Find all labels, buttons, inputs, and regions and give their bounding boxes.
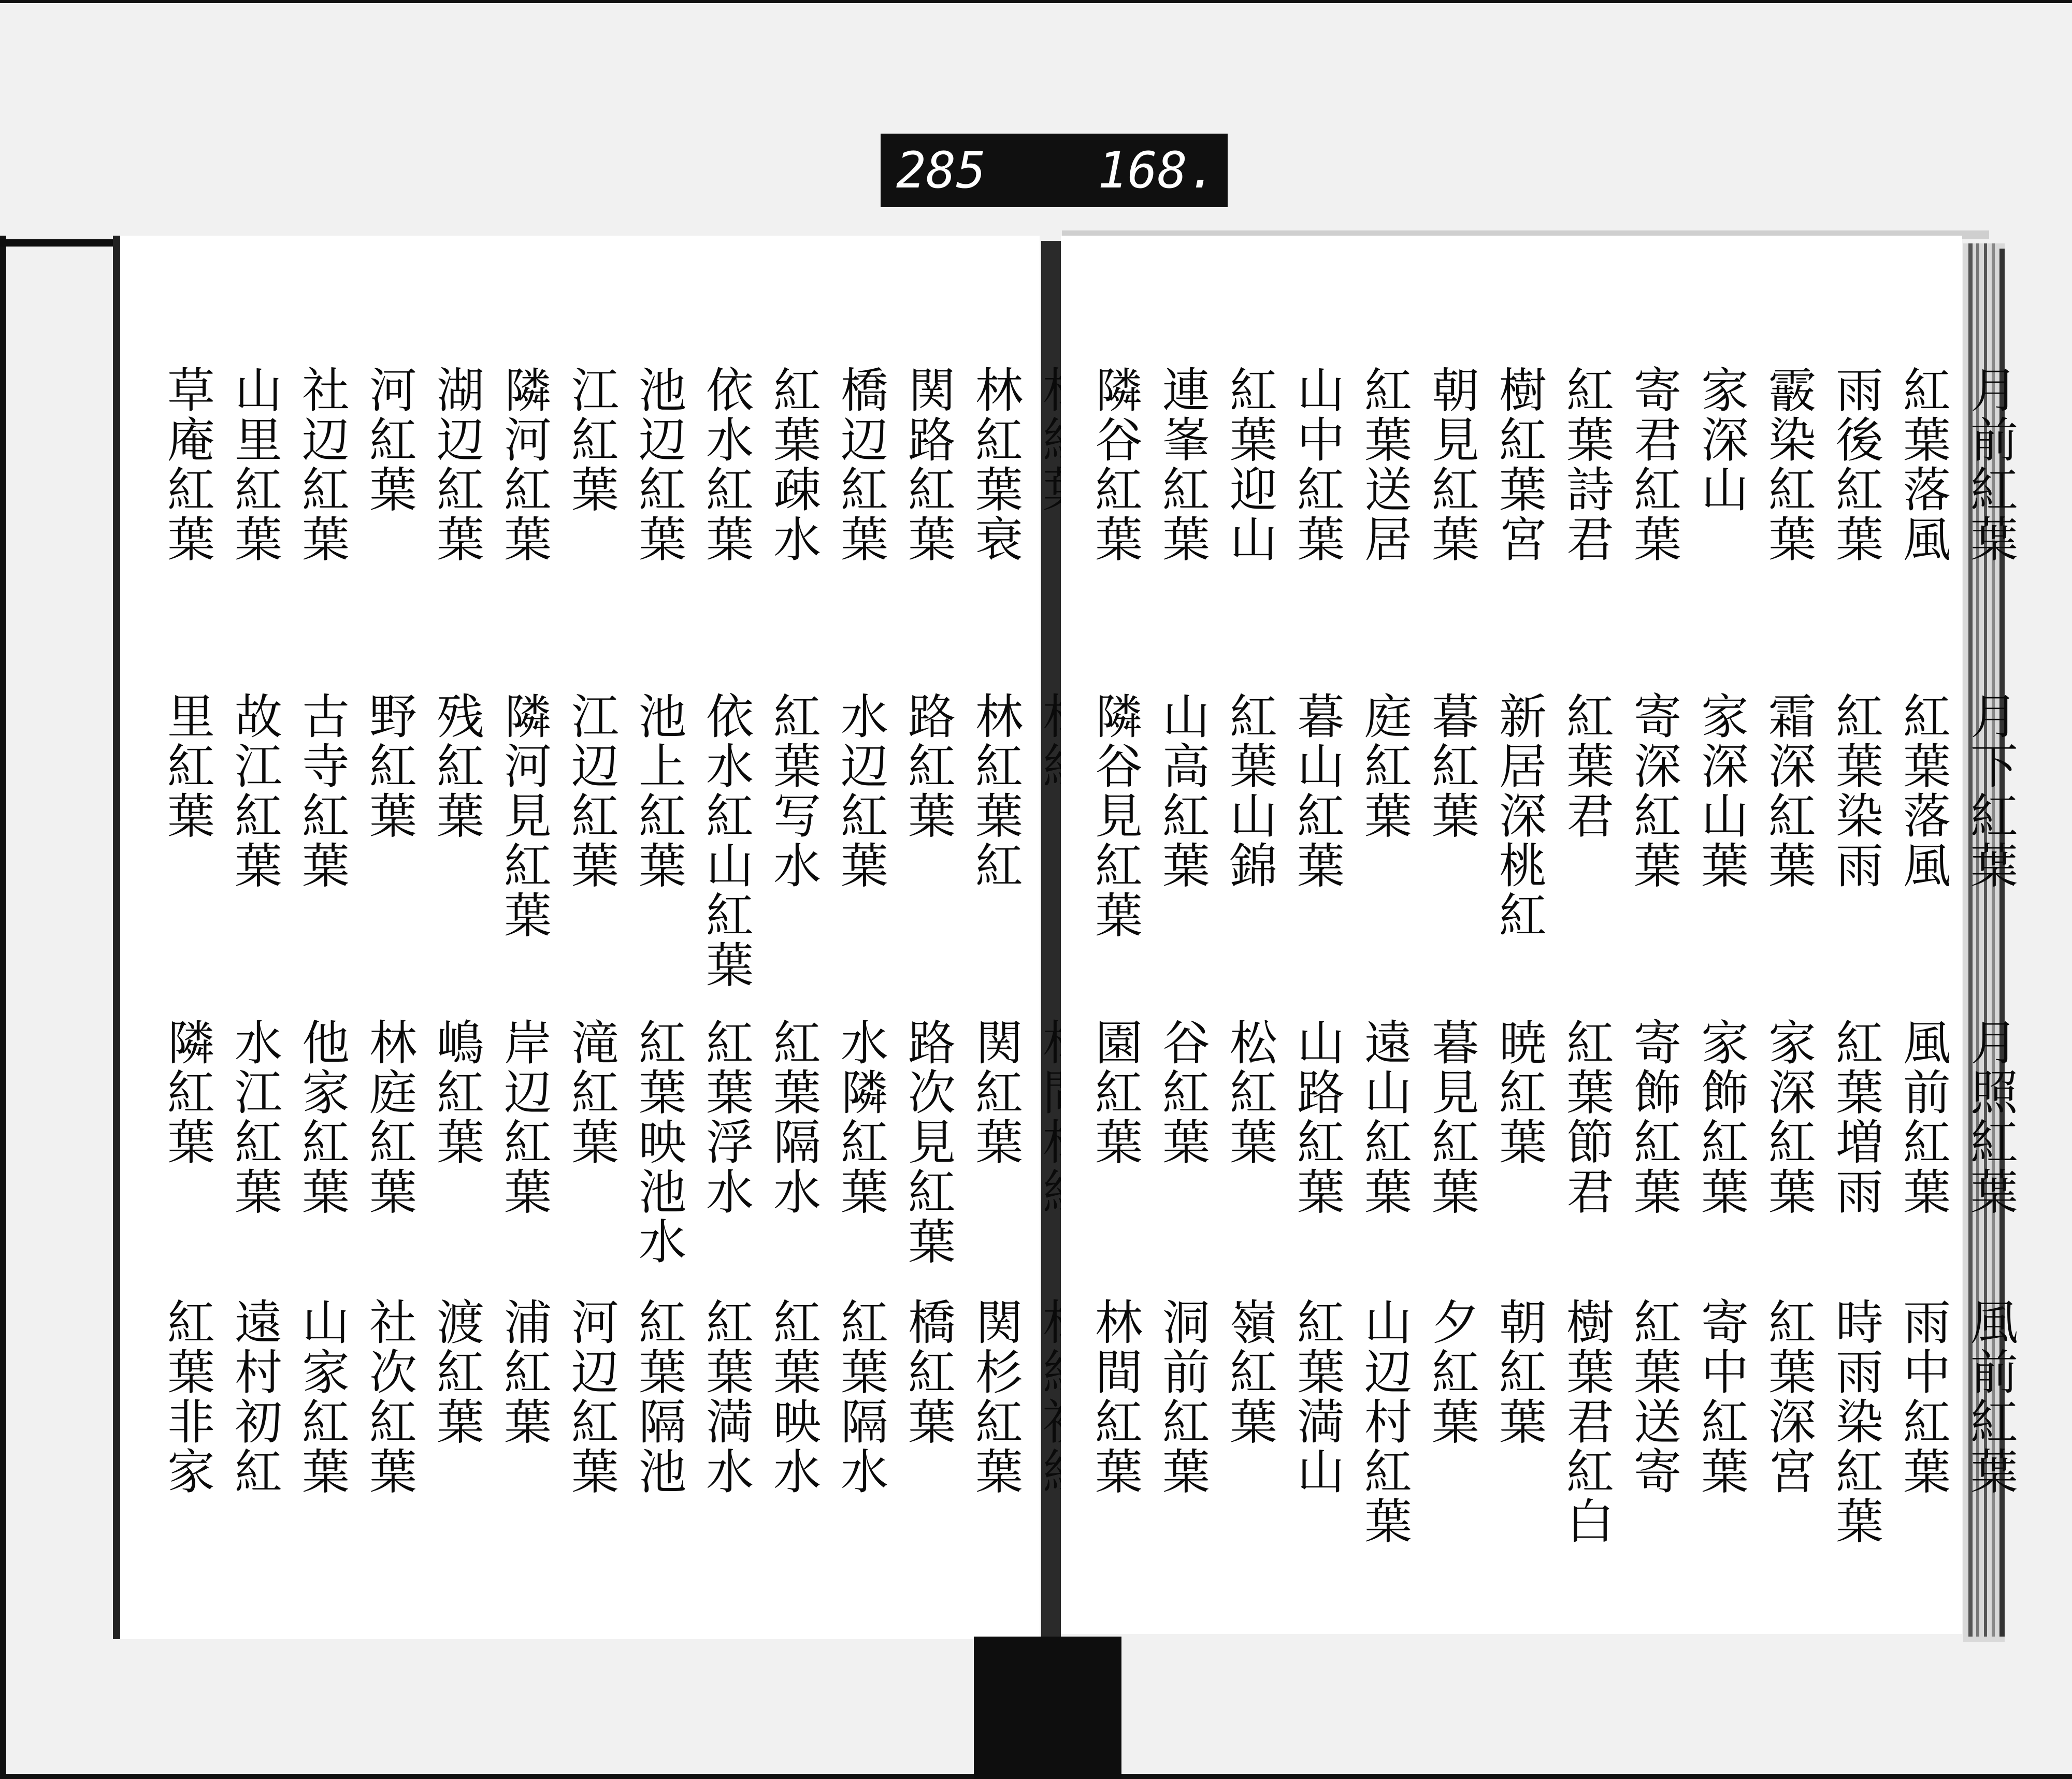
heading-entry: 紅葉映水 [766,1297,821,1496]
heading-entry: 紅葉節君 [1559,1018,1614,1217]
heading-entry: 雨後紅葉 [1828,365,1883,564]
frame-number-label [881,134,1228,207]
heading-entry: 夕紅葉 [1424,1297,1479,1447]
heading-entry: 暮見紅葉 [1424,1018,1479,1217]
heading-entry: 岸辺紅葉 [496,1018,552,1217]
right-page [1061,236,2018,1634]
heading-entry: 紅葉染雨 [1828,691,1883,890]
heading-entry: 寄深紅葉 [1626,691,1681,890]
heading-entry: 関紅葉 [968,1018,1023,1167]
heading-entry: 紅葉深宮 [1761,1297,1816,1496]
heading-entry: 谷紅葉 [1155,1018,1210,1167]
heading-entry: 紅葉疎水 [766,365,821,564]
heading-entry: 家飾紅葉 [1693,1018,1749,1217]
heading-entry: 紅葉満山 [1289,1297,1345,1496]
heading-entry: 家深山葉 [1693,691,1749,890]
heading-entry: 野紅葉 [362,691,417,841]
heading-entry: 草庵紅葉 [160,365,215,564]
heading-entry: 紅葉満水 [698,1297,754,1496]
heading-entry: 関杉紅葉 [968,1297,1023,1496]
heading-entry: 江辺紅葉 [564,691,619,890]
heading-entry: 紅葉落風 [1895,691,1951,890]
heading-entry: 水隣紅葉 [833,1018,888,1217]
frame-number-left: 285 [896,141,986,199]
heading-entry: 路紅葉 [900,691,956,841]
heading-entry: 寄君紅葉 [1626,365,1681,564]
heading-entry: 嶺紅葉 [1222,1297,1277,1447]
heading-entry: 残紅葉 [429,691,484,841]
heading-entry: 依水紅葉 [698,365,754,564]
heading-entry: 林庭紅葉 [362,1018,417,1217]
heading-entry: 家深紅葉 [1761,1018,1816,1217]
frame-number-right: 168. [1097,141,1217,199]
heading-entry: 霜深紅葉 [1761,691,1816,890]
heading-entry: 暁紅葉 [1491,1018,1547,1167]
heading-entry: 関路紅葉 [900,365,956,564]
heading-entry: 園紅葉 [1087,1018,1143,1167]
heading-entry: 山家紅葉 [294,1297,350,1496]
heading-entry: 他家紅葉 [294,1018,350,1217]
heading-entry: 樹紅葉宮 [1491,365,1547,564]
heading-entry: 暮紅葉 [1424,691,1479,841]
left-page-block-4 [146,1297,1089,1639]
heading-entry: 嶋紅葉 [429,1018,484,1167]
heading-entry: 紅葉君 [1559,691,1614,841]
heading-entry: 月前紅葉 [1963,365,2018,564]
heading-entry: 江紅葉 [564,365,619,514]
right-page-block-1 [1074,365,2017,707]
heading-entry: 風前紅葉 [1895,1018,1951,1217]
heading-entry: 隣河見紅葉 [496,691,552,940]
heading-entry: 古寺紅葉 [294,691,350,890]
heading-entry: 故江紅葉 [227,691,282,890]
heading-entry: 雨中紅葉 [1895,1297,1951,1496]
heading-entry: 滝紅葉 [564,1018,619,1167]
heading-entry: 月照紅葉 [1963,1018,2018,1217]
heading-entry: 暮山紅葉 [1289,691,1345,890]
heading-entry: 池上紅葉 [631,691,686,890]
heading-entry: 連峯紅葉 [1155,365,1210,564]
heading-entry: 池辺紅葉 [631,365,686,564]
heading-entry: 寄中紅葉 [1693,1297,1749,1496]
heading-entry: 社辺紅葉 [294,365,350,564]
heading-entry: 紅葉写水 [766,691,821,890]
heading-entry: 山中紅葉 [1289,365,1345,564]
heading-entry: 紅葉浮水 [698,1018,754,1217]
heading-entry: 時雨染紅葉 [1828,1297,1883,1546]
right-page-block-2 [1074,691,2017,1033]
heading-entry: 紅葉増雨 [1828,1018,1883,1217]
heading-entry: 林間紅葉 [1087,1297,1143,1496]
left-page-block-2 [146,691,1089,1033]
heading-entry: 朝紅葉 [1491,1297,1547,1447]
heading-entry: 紅葉隔水 [833,1297,888,1496]
heading-entry: 水江紅葉 [227,1018,282,1217]
heading-entry: 紅葉映池水 [631,1018,686,1266]
heading-entry: 山里紅葉 [227,365,282,564]
heading-entry: 湖辺紅葉 [429,365,484,564]
heading-entry: 新居深桃紅 [1491,691,1547,940]
heading-entry: 河紅葉 [362,365,417,514]
left-page [120,236,1040,1639]
heading-entry: 家深山 [1693,365,1749,514]
heading-entry: 山路紅葉 [1289,1018,1345,1217]
heading-entry: 水辺紅葉 [833,691,888,890]
heading-entry: 山高紅葉 [1155,691,1210,890]
heading-entry: 松紅葉 [1222,1018,1277,1167]
heading-entry: 橋辺紅葉 [833,365,888,564]
heading-entry: 河辺紅葉 [564,1297,619,1496]
heading-entry: 月下紅葉 [1963,691,2018,890]
heading-entry: 霰染紅葉 [1761,365,1816,564]
film-tab-marker [974,1637,1121,1779]
heading-entry: 紅葉送居 [1357,365,1412,564]
heading-entry: 紅葉隔池 [631,1297,686,1496]
heading-entry: 朝見紅葉 [1424,365,1479,564]
heading-entry: 隣谷見紅葉 [1087,691,1143,940]
heading-entry: 橋紅葉 [900,1297,956,1447]
heading-entry: 紅葉送寄 [1626,1297,1681,1496]
heading-entry: 紅葉山錦 [1222,691,1277,890]
heading-entry: 林紅葉衰 [968,365,1023,564]
heading-entry: 紅葉落風 [1895,365,1951,564]
heading-entry: 社次紅葉 [362,1297,417,1496]
heading-entry: 林紅葉紅 [968,691,1023,890]
heading-entry: 洞前紅葉 [1155,1297,1210,1496]
right-page-block-4 [1074,1297,2017,1639]
heading-entry: 庭紅葉 [1357,691,1412,841]
heading-entry: 路次見紅葉 [900,1018,956,1266]
heading-entry: 渡紅葉 [429,1297,484,1447]
heading-entry: 隣河紅葉 [496,365,552,564]
left-page-block-1 [146,365,1089,707]
heading-entry: 紅葉迎山 [1222,365,1277,564]
heading-entry: 風前紅葉 [1963,1297,2018,1496]
heading-entry: 遠村初紅 [227,1297,282,1496]
heading-entry: 紅葉隔水 [766,1018,821,1217]
heading-entry: 樹葉君紅白 [1559,1297,1614,1546]
heading-entry: 紅葉非家 [160,1297,215,1496]
heading-entry: 紅葉詩君 [1559,365,1614,564]
heading-entry: 隣谷紅葉 [1087,365,1143,564]
heading-entry: 遠山紅葉 [1357,1018,1412,1217]
heading-entry: 浦紅葉 [496,1297,552,1447]
heading-entry: 隣紅葉 [160,1018,215,1167]
heading-entry: 寄飾紅葉 [1626,1018,1681,1217]
heading-entry: 山辺村紅葉 [1357,1297,1412,1546]
heading-entry: 里紅葉 [160,691,215,841]
heading-entry: 依水紅山紅葉 [698,691,754,990]
